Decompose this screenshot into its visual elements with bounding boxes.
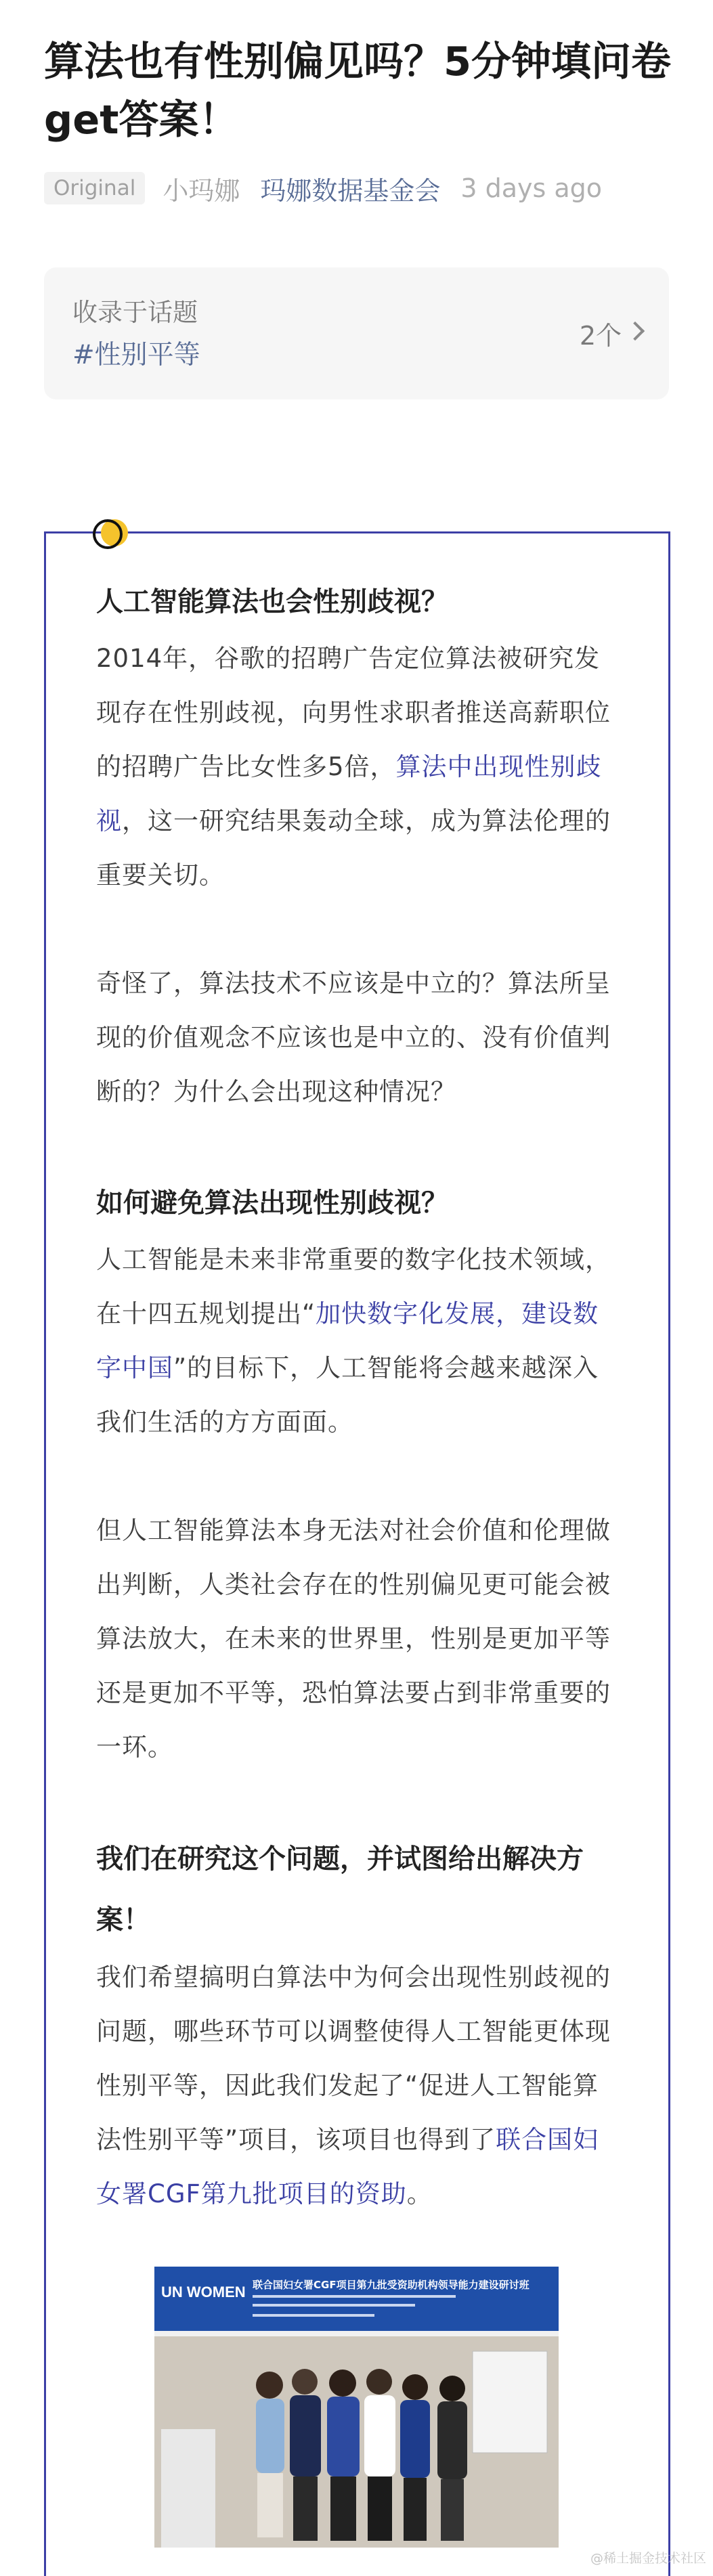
paragraph-3: 人工智能是未来非常重要的数字化技术领域，在十四五规划提出“加快数字化发展，建设数字中国”的目标下，人工智能将会越来越深入我们生活的方方面面。 (96, 1245, 611, 1437)
original-badge: Original (44, 172, 145, 204)
banner-logo: UN WOMEN (161, 2284, 246, 2300)
event-photo (154, 2267, 559, 2548)
article-title: 算法也有性别偏见吗？5分钟填问卷get答案！ (44, 38, 672, 143)
author-name[interactable]: 小玛娜 (163, 175, 240, 206)
banner-text: 联合国妇女署CGF项目第九批受资助机构领导能力建设研讨班 (253, 2279, 530, 2291)
ring-icon (93, 519, 123, 549)
link-gender-discrimination[interactable]: 算法中出现性别歧视 (96, 752, 602, 835)
publish-time: 3 days ago (460, 173, 603, 203)
section-heading-1: 人工智能算法也会性别歧视？ (96, 586, 448, 617)
chevron-right-icon (626, 322, 645, 341)
section-heading-2: 如何避免算法出现性别歧视？ (96, 1187, 448, 1219)
paragraph-5: 我们希望搞明白算法中为何会出现性别歧视的问题，哪些环节可以调整使得人工智能更体现性别平等，因此我们发起了“促进人工智能算法性别平等”项目，该项目也得到了联合国妇女署CGF第九批项目的资助。 (96, 1963, 611, 2208)
account-name[interactable]: 玛娜数据基金会 (260, 175, 441, 206)
link-digital-china[interactable]: 加快数字化发展，建设数字中国 (96, 1299, 599, 1382)
paragraph-2: 奇怪了，算法技术不应该是中立的？算法所呈现的价值观念不应该也是中立的、没有价值判断的？为什么会出现这种情况？ (96, 969, 611, 1106)
frame-dot-decoration (93, 519, 128, 546)
topic-label: 收录于话题 (72, 298, 198, 327)
section-heading-3: 我们在研究这个问题，并试图给出解决方案！ (96, 1843, 584, 1936)
event-photo-illustration (154, 2267, 559, 2548)
topic-card[interactable] (44, 267, 669, 399)
article-body (96, 572, 624, 2221)
paragraph-4: 但人工智能算法本身无法对社会价值和伦理做出判断，人类社会存在的性别偏见更可能会被算法放大，在未来的世界里，性别是更加平等还是更加不平等，恐怕算法要占到非常重要的一环。 (96, 1516, 611, 1762)
paragraph-1: 2014年，谷歌的招聘广告定位算法被研究发现存在性别歧视，向男性求职者推送高薪职位的招聘广告比女性多5倍，算法中出现性别歧视，这一研究结果轰动全球，成为算法伦理的重要关切。 (96, 644, 611, 890)
topic-tag[interactable]: #性别平等 (72, 340, 200, 370)
article-meta (44, 168, 602, 209)
watermark: @稀土掘金技术社区 (590, 2551, 706, 2566)
topic-count: 2个 (579, 321, 622, 351)
link-un-women-cgf[interactable]: 联合国妇女署CGF第九批项目的资助 (96, 2125, 599, 2208)
